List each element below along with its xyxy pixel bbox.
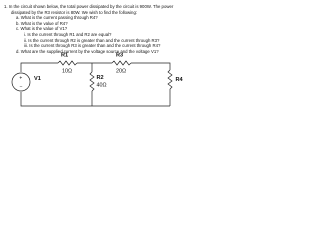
r3-value: 20Ω	[116, 68, 127, 75]
wire-r3-r4	[131, 63, 170, 70]
v1-label: V1	[34, 76, 41, 82]
item-c-iii: iii. Is the current through R3 is greater than and the current through R4?	[24, 43, 161, 49]
item-c: c. What is the value of V1?	[16, 26, 68, 32]
r4-label: R4	[175, 77, 183, 83]
item-c-i: i. Is the current through R1 and R2 are equal?	[24, 32, 112, 37]
source-minus-sign: −	[19, 84, 23, 90]
intro-line-1: 1. In the circuit shown below, the total power dissipated by the circuit is 900W. The power	[4, 4, 174, 9]
r4-resistor	[168, 70, 172, 89]
r3-label: R3	[116, 52, 124, 59]
item-a: a. What is the current passing through R4?	[16, 15, 98, 21]
item-d: d. What are the supplied current by the voltage source and the voltage V1?	[16, 48, 159, 54]
r1-value: 10Ω	[62, 68, 73, 75]
r2-label: R2	[96, 75, 104, 81]
item-b: b. What is the value of R4?	[16, 20, 68, 26]
r1-label: R1	[61, 52, 69, 59]
intro-line-2: dissipated by the R3 resistor is 80W. We wish to find the following:	[11, 9, 138, 15]
wire-bottom	[21, 92, 170, 106]
r3-resistor	[112, 61, 131, 65]
wire-top-left	[21, 63, 58, 72]
r1-resistor	[58, 61, 77, 65]
source-plus-sign: +	[19, 75, 23, 82]
item-c-ii: ii. Is the current through R2 is greater than and the current through R3?	[24, 37, 160, 43]
r2-resistor	[90, 72, 94, 91]
r2-value: 40Ω	[96, 82, 107, 89]
circuit-diagram	[0, 0, 200, 121]
